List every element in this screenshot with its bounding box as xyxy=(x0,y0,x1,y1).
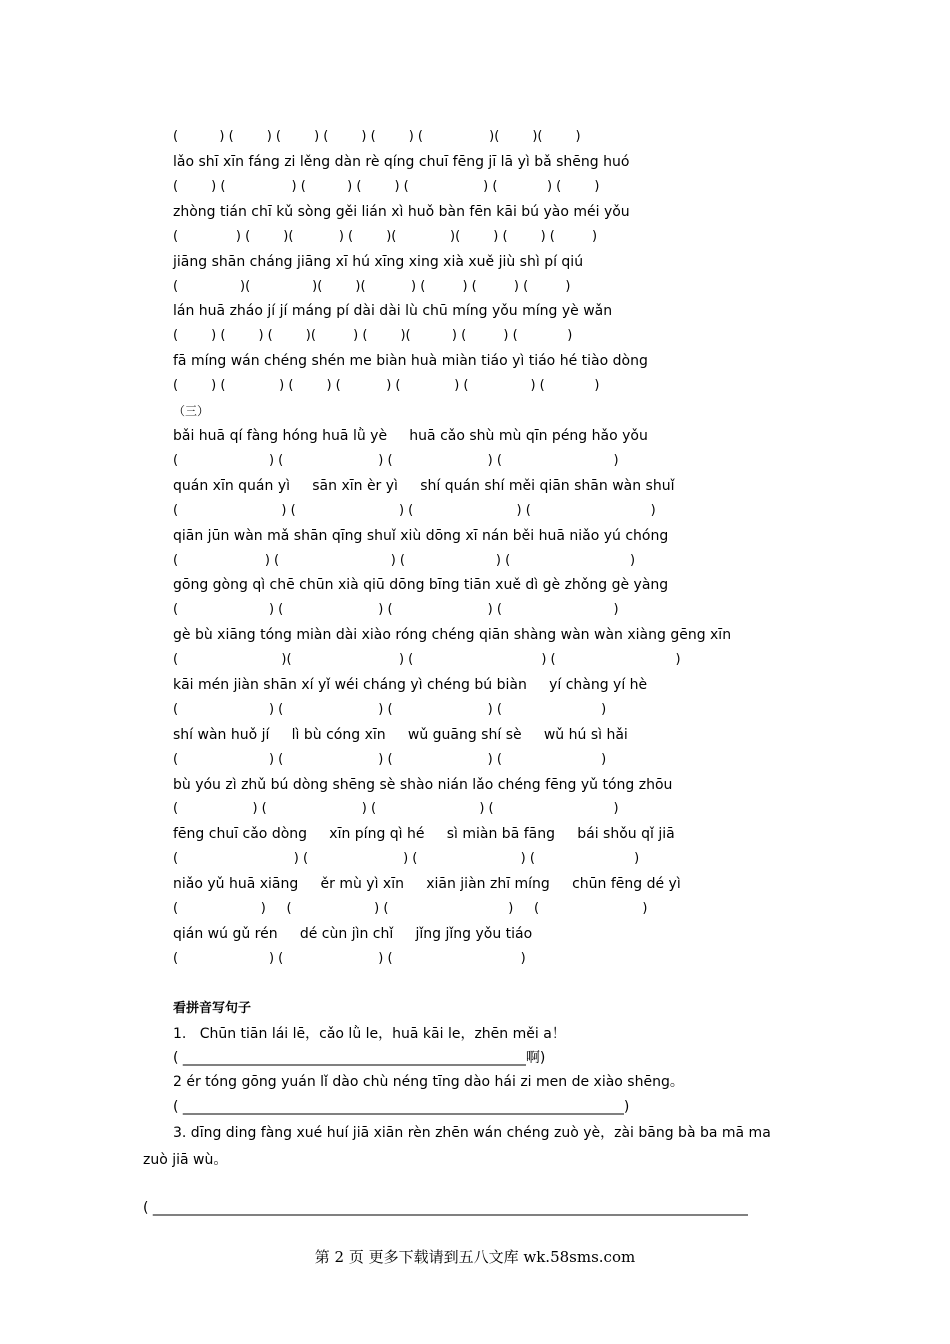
pinyin-row: lán huā zháo jí jí máng pí dài dài lù chū míng yǒu míng yè wǎn xyxy=(173,303,613,319)
pinyin-row: gè bù xiāng tóng miàn dài xiào róng chéng qiān shàng wàn wàn xiàng gēng xīn xyxy=(173,627,732,643)
sentence-1: 1. Chūn tiān lái lē，cǎo lǜ le，huā kāi le，zhēn měi a！ xyxy=(173,1026,566,1042)
answer-parentheses-row: ( ) ( ) ( ) xyxy=(173,951,526,966)
pinyin-row: niǎo yǔ huā xiāng ěr mù yì xīn xiān jiàn zhī míng chūn fēng dé yì xyxy=(173,876,681,892)
pinyin-row: fā míng wán chéng shén me biàn huà miàn tiáo yì tiáo hé tiào dòng xyxy=(173,353,648,369)
answer-parentheses-row: ( ) ( ) ( ) ( ) xyxy=(173,553,636,568)
page-footer: 第 2 页 更多下载请到五八文库 wk.58sms.com xyxy=(314,1248,636,1266)
answer-parentheses-row: ( ) ( ) ( ) ( ) xyxy=(173,702,607,717)
answer-parentheses-row: ( ) ( ) ( ) ( ) xyxy=(173,801,619,816)
pinyin-row: jiāng shān cháng jiāng xī hú xīng xing xià xuě jiù shì pí qiú xyxy=(173,254,584,270)
pinyin-row: qiān jūn wàn mǎ shān qīng shuǐ xiù dōng xī nán běi huā niǎo yú chóng xyxy=(173,528,669,544)
answer-parentheses-row: ( ) ( ) ( ) ( ) ( ) ( )( )( ) xyxy=(173,129,581,144)
answer-parentheses-row: ( ) ( ) ( ) ( ) xyxy=(173,503,656,518)
answer-parentheses-row: ( )( ) ( ) ( ) xyxy=(173,652,681,667)
pinyin-row: lǎo shī xīn fáng zi lěng dàn rè qíng chuī fēng jī lā yì bǎ shēng huó xyxy=(173,154,630,170)
pinyin-row: bù yóu zì zhǔ bú dòng shēng sè shào nián lǎo chéng fēng yǔ tóng zhōu xyxy=(173,777,673,793)
sentence-section-heading: 看拼音写句子 xyxy=(173,1001,252,1016)
sentence-1-answer-blank: ( _________________________________________________啊) xyxy=(173,1050,546,1066)
pinyin-row: bǎi huā qí fàng hóng huā lǜ yè huā cǎo shù mù qīn péng hǎo yǒu xyxy=(173,428,648,444)
sentence-3-part-1: 3. dīng ding fàng xué huí jiā xiān rèn zhēn wán chéng zuò yè，zài bāng bà ba mā ma xyxy=(173,1125,771,1141)
pinyin-row: shí wàn huǒ jí lì bù cóng xīn wǔ guāng shí sè wǔ hú sì hǎi xyxy=(173,727,628,743)
answer-parentheses-row: ( ) ( ) ( ) ( ) xyxy=(173,453,619,468)
pinyin-row: quán xīn quán yì sān xīn èr yì shí quán shí měi qiān shān wàn shuǐ xyxy=(173,478,675,494)
answer-parentheses-row: ( ) ( ) ( ) ( ) xyxy=(173,602,619,617)
answer-parentheses-row: ( ) ( ) ( ) ( ) xyxy=(173,752,607,767)
pinyin-row: kāi mén jiàn shān xí yǐ wéi cháng yì chéng bú biàn yí chàng yí hè xyxy=(173,677,648,693)
sentence-2-answer-blank: ( _______________________________________________________________) xyxy=(173,1099,630,1115)
answer-parentheses-row: ( ) ( ) ( ) ( ) xyxy=(173,851,640,866)
sentence-2: 2 ér tóng gōng yuán lǐ dào chù néng tīng dào hái zi men de xiào shēng。 xyxy=(173,1074,684,1090)
pinyin-row: gōng gòng qì chē chūn xià qiū dōng bīng tiān xuě dì gè zhǒng gè yàng xyxy=(173,577,669,593)
pinyin-row: zhòng tián chī kǔ sòng gěi lián xì huǒ bàn fēn kāi bú yào méi yǒu xyxy=(173,204,630,220)
answer-parentheses-row: ( )( )( )( ) ( ) ( ) ( ) xyxy=(173,279,571,294)
answer-parentheses-row: ( ) ( ) ( )( ) ( )( ) ( ) ( ) xyxy=(173,328,573,343)
answer-parentheses-row: ( ) ( ) ( ) ( ) ( ) ( ) ( ) xyxy=(173,378,600,393)
section-number: （三） xyxy=(173,404,210,418)
sentence-3-part-2: zuò jiā wù。 xyxy=(143,1152,228,1168)
answer-parentheses-row: ( ) ( ) ( ) ( ) ( ) ( ) ( ) xyxy=(173,179,600,194)
answer-parentheses-row: ( ) ( )( ) ( )( )( ) ( ) ( ) xyxy=(173,229,598,244)
sentence-3-answer-blank: ( _____________________________________________________________________________________ xyxy=(143,1200,748,1216)
pinyin-row: fēng chuī cǎo dòng xīn píng qì hé sì miàn bā fāng bái shǒu qǐ jiā xyxy=(173,826,675,842)
answer-parentheses-row: ( ) ( ) ( ) ( ) xyxy=(173,901,648,916)
pinyin-row: qián wú gǔ rén dé cùn jìn chǐ jǐng jǐng yǒu tiáo xyxy=(173,926,533,942)
